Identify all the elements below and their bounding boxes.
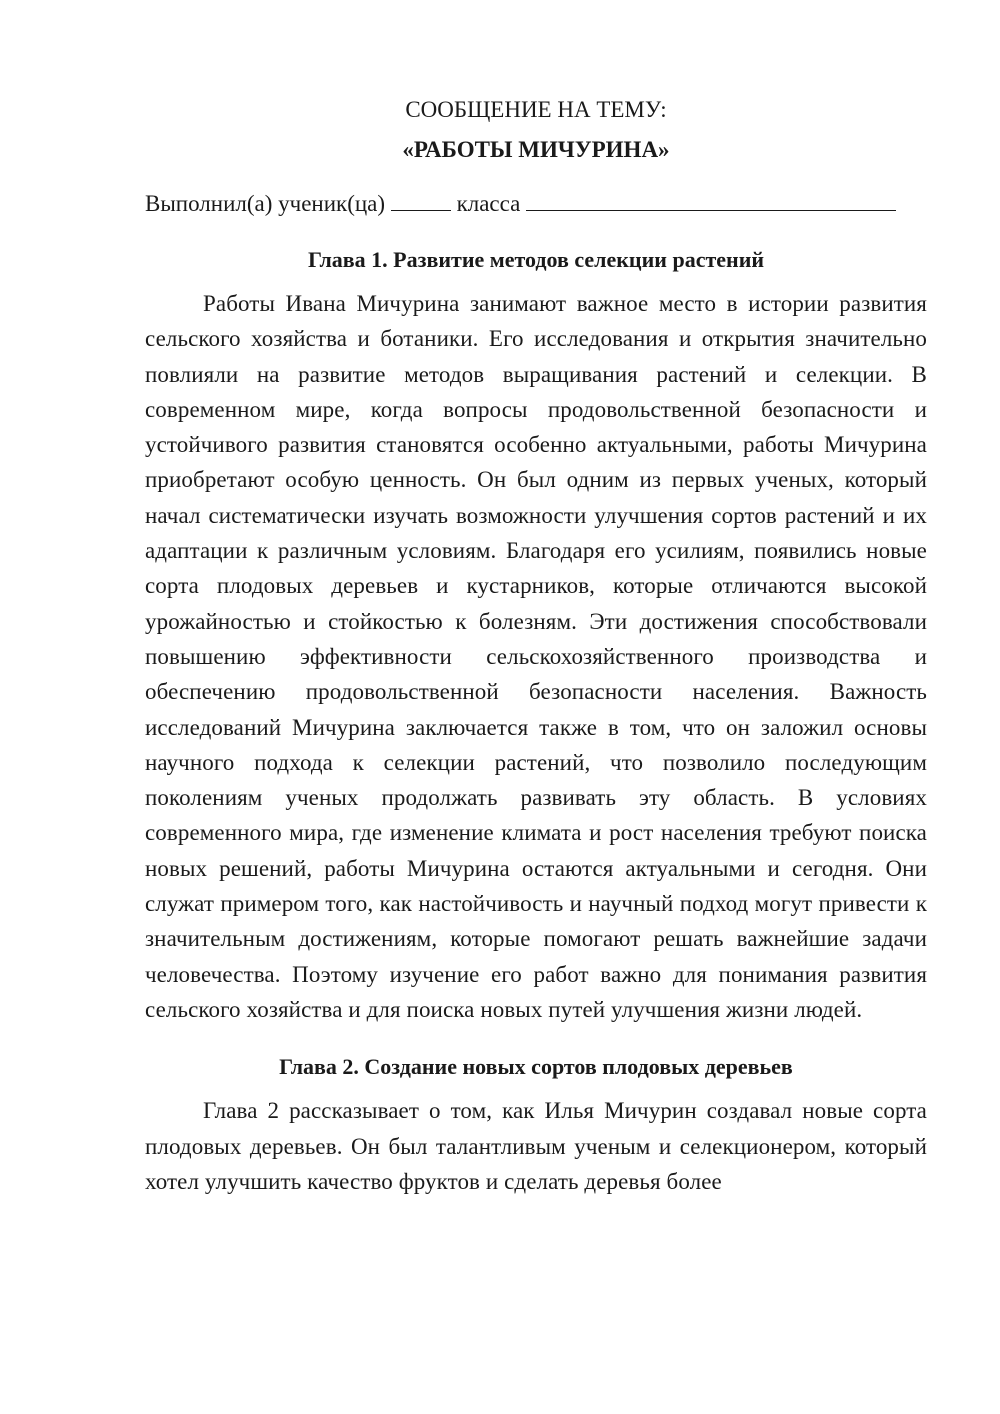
student-name-blank — [526, 188, 896, 211]
chapter-2-paragraph: Глава 2 рассказывает о том, как Илья Мичурин создавал новые сорта плодовых деревьев. Он был талантливым ученым и селекционером, который хотел улучшить качество фруктов и сделать деревья более — [145, 1098, 927, 1194]
chapter-2-heading: Глава 2. Создание новых сортов плодовых деревьев — [279, 1054, 793, 1080]
document-page — [145, 92, 927, 1199]
chapter-1-paragraph: Работы Ивана Мичурина занимают важное место в истории развития сельского хозяйства и ботаники. Его исследования и открытия значительно повлияли на развитие методов выращивания растений и селекции. В современном мире, когда вопросы продовольственной безопасности и устойчивого развития становятся особенно актуальными, работы Мичурина приобретают особую ценность. Он был одним из первых ученых, который начал систематически изучать возможности улучшения сортов растений и их адаптации к различным условиям. Благодаря его усилиям, появились новые сорта плодовых деревьев и кустарников, которые отличаются высокой урожайностью и стойкостью к болезням. Эти достижения способствовали повышению эффективности сельскохозяйственного производства и обеспечению продовольственной безопасности населения. Важность исследований Мичурина заключается также в том, что он заложил основы научного подхода к селекции растений, что позволило последующим поколениям ученых продолжать развивать эту область. В условиях современного мира, где изменение климата и рост населения требуют поиска новых решений, работы Мичурина остаются актуальными и сегодня. Они служат примером того, как настойчивость и научный подход могут привести к значительным достижениям, которые помогают решать важнейшие задачи человечества. Поэтому изучение его работ важно для понимания развития сельского хозяйства и для поиска новых путей улучшения жизни людей. — [145, 291, 927, 1022]
document-title-line-2: «РАБОТЫ МИЧУРИНА» — [402, 137, 670, 162]
author-prefix: Выполнил(а) ученик(ца) — [145, 191, 386, 216]
author-middle: класса — [456, 191, 521, 216]
author-line — [145, 186, 927, 222]
class-number-blank — [391, 188, 451, 211]
chapter-1-heading: Глава 1. Развитие методов селекции растений — [307, 247, 765, 272]
document-title-line-1: СООБЩЕНИЕ НА ТЕМУ: — [405, 97, 667, 122]
